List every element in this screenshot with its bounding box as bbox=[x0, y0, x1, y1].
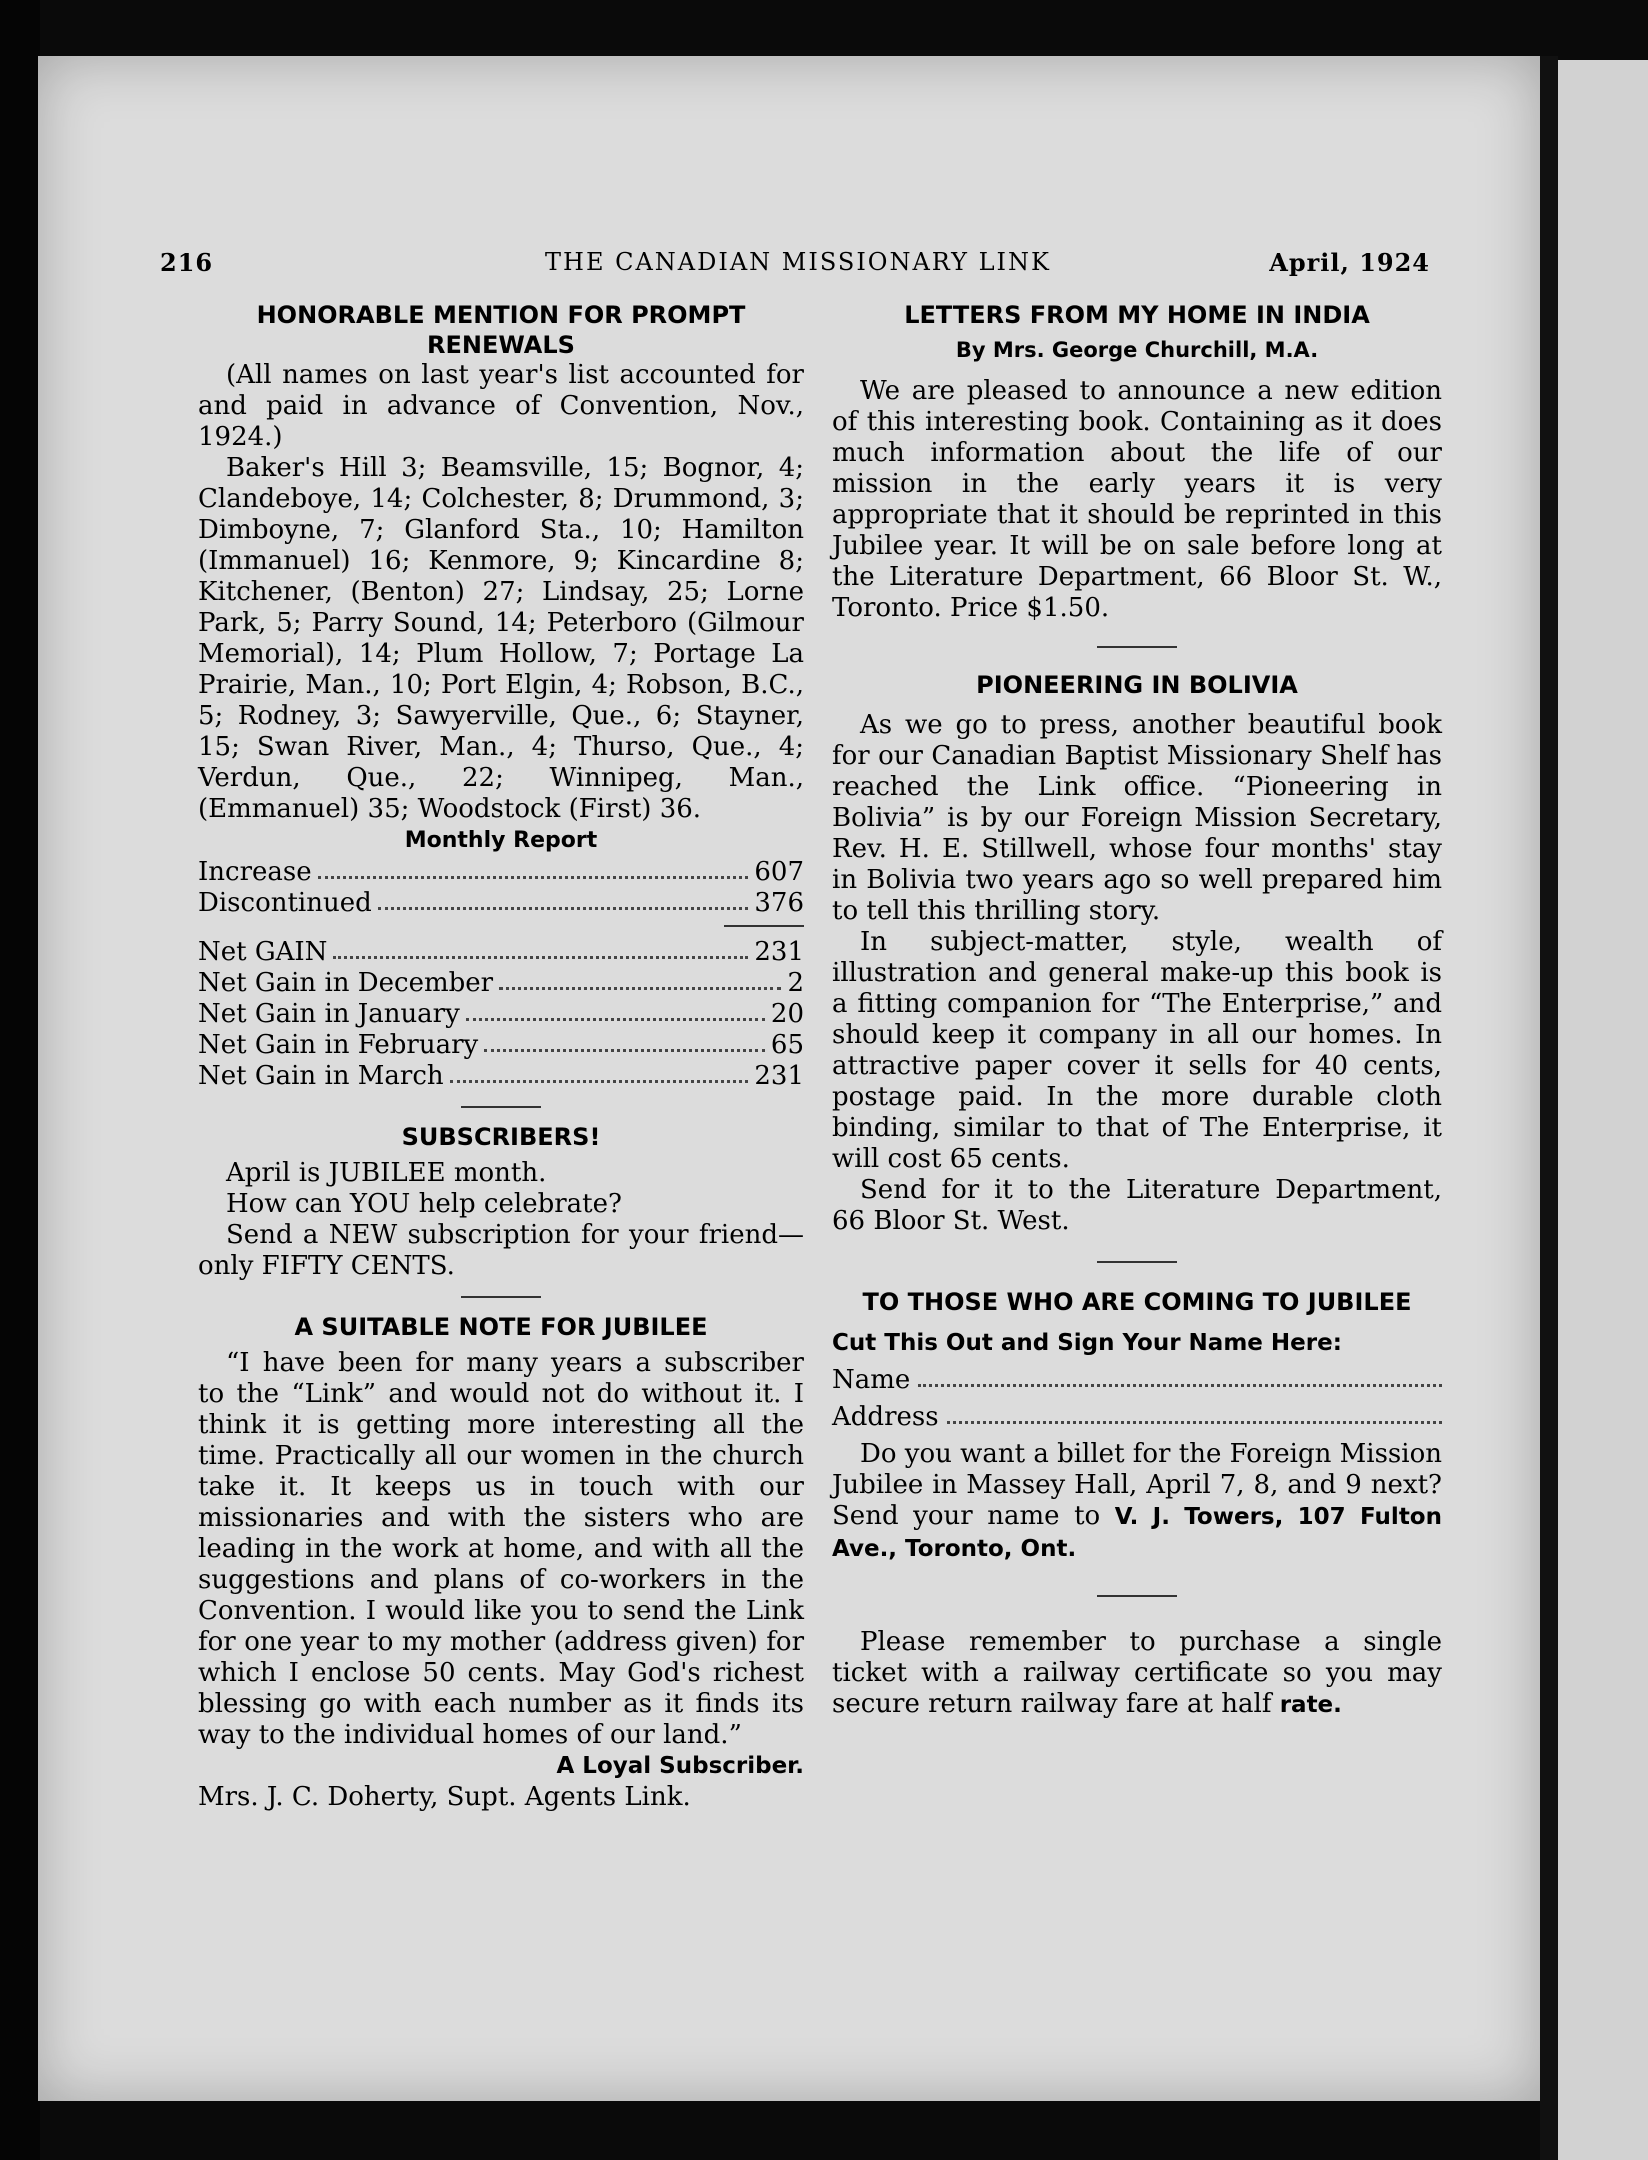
letters-byline: By Mrs. George Churchill, M.A. bbox=[955, 338, 1319, 362]
report-row: Discontinued 376 bbox=[198, 888, 804, 918]
divider bbox=[1097, 1595, 1177, 1597]
divider bbox=[1097, 646, 1177, 648]
billet-paragraph: Do you want a billet for the Foreign Mission Jubilee in Massey Hall, April 7, 8, and 9 next? Send your name to V. J. Towers, 107 Fulton Ave., Toronto, Ont. bbox=[832, 1439, 1442, 1562]
bolivia-title: PIONEERING IN BOLIVIA bbox=[976, 671, 1298, 699]
coming-title: TO THOSE WHO ARE COMING TO JUBILEE bbox=[862, 1288, 1412, 1316]
bolivia-paragraph-2: In subject-matter, style, wealth of illustration and general make-up this book is a fitting companion for “The Enterprise,” and should keep it company in all our homes. In attractive paper cover it sells for 40 cents, postage paid. In the more durable cloth binding, similar to that of The Enterprise, it will cost 65 cents. bbox=[832, 927, 1442, 1174]
divider bbox=[461, 1296, 541, 1298]
divider bbox=[461, 1106, 541, 1108]
monthly-report-title: Monthly Report bbox=[404, 828, 598, 853]
letters-body: We are pleased to announce a new edition of this interesting book. Containing as it does much information about the life of our mission in the early years it is very appropriate that it should be reprinted in this Jubilee year. It will be on sale before long at the Literature Department, 66 Bloor St. W., Toronto. Price $1.50. bbox=[832, 376, 1442, 623]
report-row: Increase 607 bbox=[198, 857, 804, 887]
address-blank[interactable] bbox=[947, 1402, 1442, 1424]
honorable-mention-list: Baker's Hill 3; Beamsville, 15; Bognor, 4; Clandeboye, 14; Colchester, 8; Drummond, 3; Dimboyne, 7; Glanford Sta., 10; Hamilton (Immanuel) 16; Kenmore, 9; Kincardine 8; Kitchener, (Benton) 27; Lindsay, 25; Lorne Park, 5; Parry Sound, 14; Peterboro (Gilmour Memorial), 14; Plum Hollow, 7; Portage La Prairie, Man., 10; Port Elgin, 4; Robson, B.C., 5; Rodney, 3; Sawyerville, Que., 6; Stayner, 15; Swan River, Man., 4; Thurso, Que., 4; Verdun, Que., 22; Winnipeg, Man., (Emmanuel) 35; Woodstock (First) 36. bbox=[198, 453, 804, 824]
letters-title: LETTERS FROM MY HOME IN INDIA bbox=[904, 301, 1370, 329]
railway-reminder: Please remember to purchase a single ticket with a railway certificate so you may secure return railway fare at half rate. bbox=[832, 1627, 1442, 1719]
issue-date: April, 1924 bbox=[1269, 248, 1430, 277]
report-row: Net Gain in January 20 bbox=[198, 999, 804, 1029]
divider bbox=[724, 925, 804, 927]
honorable-mention-title: HONORABLE MENTION FOR PROMPT RENEWALS bbox=[256, 301, 746, 359]
name-field[interactable] bbox=[832, 1365, 1442, 1396]
page-fold bbox=[1540, 56, 1558, 2160]
signature: A Loyal Subscriber. bbox=[556, 1753, 804, 1779]
subscribers-text: April is JUBILEE month. How can YOU help celebrate? Send a NEW subscription for your friend—only FIFTY CENTS. bbox=[198, 1158, 804, 1281]
cut-out-instruction: Cut This Out and Sign Your Name Here: bbox=[832, 1330, 1342, 1356]
page-number: 216 bbox=[160, 248, 214, 277]
address-label: Address bbox=[832, 1402, 939, 1432]
bolivia-paragraph-3: Send for it to the Literature Department, 66 Bloor St. West. bbox=[832, 1175, 1442, 1236]
jubilee-note-title: A SUITABLE NOTE FOR JUBILEE bbox=[294, 1313, 708, 1341]
honorable-mention-note: (All names on last year's list accounted for and paid in advance of Convention, Nov., 1924.) bbox=[198, 360, 804, 452]
monthly-report-top bbox=[198, 857, 804, 919]
adjacent-page-edge bbox=[1558, 60, 1648, 2160]
report-row: Net GAIN 231 bbox=[198, 937, 804, 967]
address-field[interactable] bbox=[832, 1402, 1442, 1433]
left-column bbox=[198, 300, 804, 1813]
right-column bbox=[832, 300, 1442, 1721]
name-label: Name bbox=[832, 1365, 911, 1395]
scan-border bbox=[0, 0, 40, 2160]
agent-line: Mrs. J. C. Doherty, Supt. Agents Link. bbox=[198, 1782, 691, 1812]
subscribers-title: SUBSCRIBERS! bbox=[401, 1123, 601, 1151]
jubilee-note-body: “I have been for many years a subscriber to the “Link” and would not do without it. I think it is getting more interesting all the time. Practically all our women in the church take it. It keeps us in touch with our missionaries and with the sisters who are leading in the work at home, and with all the suggestions and plans of co-workers in the Convention. I would like you to send the Link for one year to my mother (address given) for which I enclose 50 cents. May God's richest blessing go with each number as it finds its way to the individual homes of our land.” bbox=[198, 1348, 804, 1750]
publication-title: THE CANADIAN MISSIONARY LINK bbox=[545, 248, 1051, 276]
report-row: Net Gain in February 65 bbox=[198, 1030, 804, 1060]
report-row: Net Gain in December 2 bbox=[198, 968, 804, 998]
report-row: Net Gain in March 231 bbox=[198, 1061, 804, 1091]
bolivia-paragraph-1: As we go to press, another beautiful book for our Canadian Baptist Missionary Shelf has reached the Link office. “Pioneering in Bolivia” is by our Foreign Mission Secretary, Rev. H. E. Stillwell, whose four months' stay in Bolivia two years ago so well prepared him to tell this thrilling story. bbox=[832, 710, 1442, 926]
monthly-report-bottom bbox=[198, 937, 804, 1092]
divider bbox=[1097, 1261, 1177, 1263]
running-header bbox=[160, 248, 1430, 288]
name-blank[interactable] bbox=[918, 1365, 1442, 1387]
